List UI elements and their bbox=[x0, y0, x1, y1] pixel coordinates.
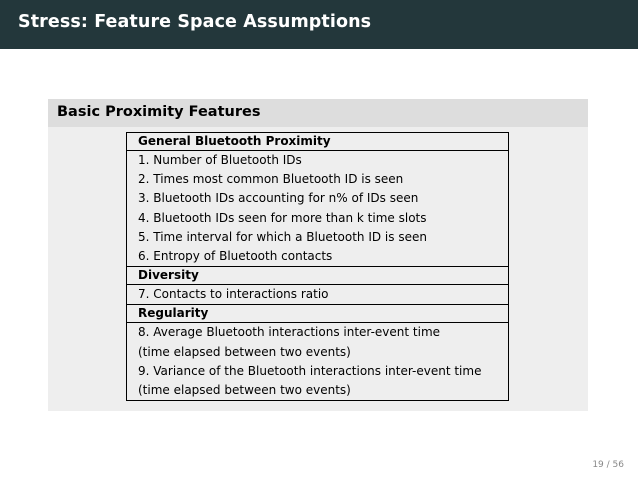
features-table bbox=[126, 132, 509, 401]
feature-text: 8. Average Bluetooth interactions inter-event time bbox=[127, 323, 509, 343]
table-row bbox=[127, 228, 509, 247]
section-heading: Diversity bbox=[127, 267, 509, 285]
table-row bbox=[127, 247, 509, 267]
section-heading-row bbox=[127, 267, 509, 285]
table-row bbox=[127, 170, 509, 189]
table-row bbox=[127, 189, 509, 208]
table-row bbox=[127, 362, 509, 381]
feature-text: (time elapsed between two events) bbox=[127, 343, 509, 362]
section-heading-row bbox=[127, 305, 509, 323]
page-number: 19 / 56 bbox=[592, 460, 624, 470]
feature-text: 1. Number of Bluetooth IDs bbox=[127, 151, 509, 171]
table-row bbox=[127, 209, 509, 228]
table-row bbox=[127, 151, 509, 171]
slide-title: Stress: Feature Space Assumptions bbox=[18, 12, 372, 32]
block-title: Basic Proximity Features bbox=[48, 99, 588, 127]
section-heading-row bbox=[127, 133, 509, 151]
feature-text: 2. Times most common Bluetooth ID is seen bbox=[127, 170, 509, 189]
table-row bbox=[127, 381, 509, 401]
feature-text: 6. Entropy of Bluetooth contacts bbox=[127, 247, 509, 267]
feature-text: 3. Bluetooth IDs accounting for n% of IDs seen bbox=[127, 189, 509, 208]
feature-text: 4. Bluetooth IDs seen for more than k time slots bbox=[127, 209, 509, 228]
section-heading: General Bluetooth Proximity bbox=[127, 133, 509, 151]
feature-text: 7. Contacts to interactions ratio bbox=[127, 285, 509, 305]
section-heading: Regularity bbox=[127, 305, 509, 323]
feature-text: (time elapsed between two events) bbox=[127, 381, 509, 401]
table-row bbox=[127, 343, 509, 362]
table-row bbox=[127, 285, 509, 305]
content-block bbox=[48, 99, 588, 411]
feature-text: 5. Time interval for which a Bluetooth ID is seen bbox=[127, 228, 509, 247]
slide-header bbox=[0, 0, 638, 49]
feature-text: 9. Variance of the Bluetooth interactions inter-event time bbox=[127, 362, 509, 381]
table-row bbox=[127, 323, 509, 343]
